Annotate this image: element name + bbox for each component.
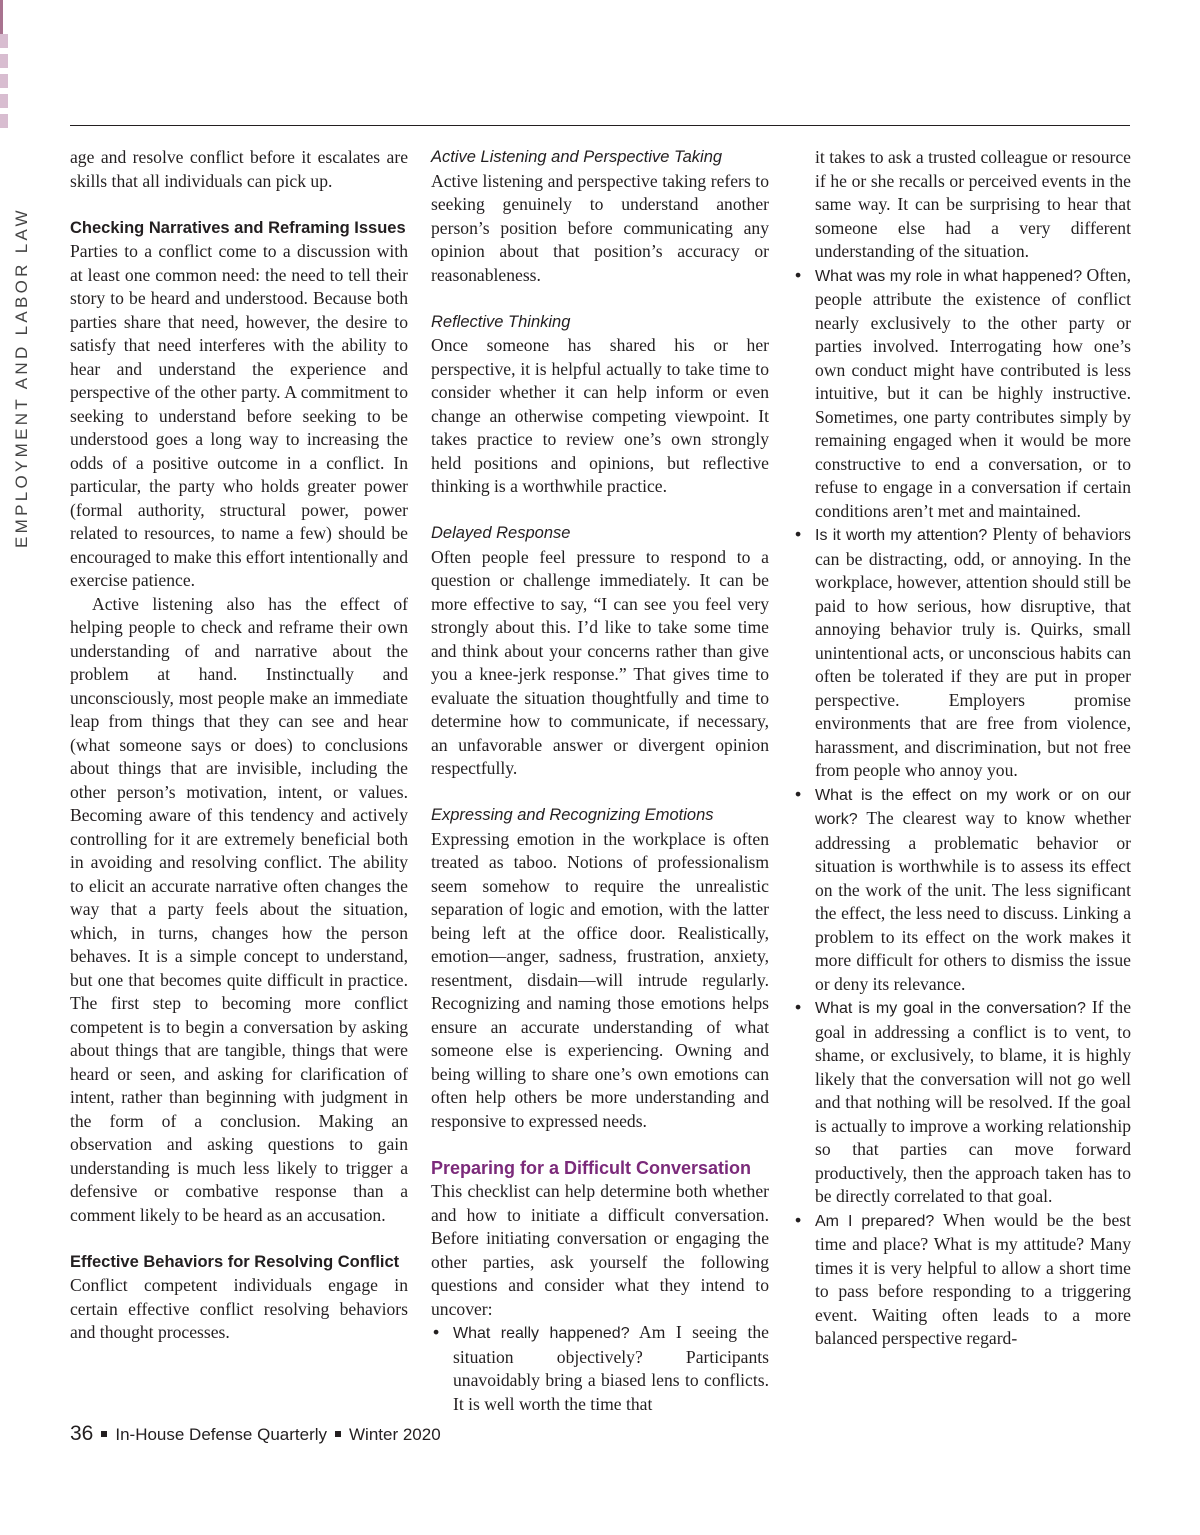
- column-2: [431, 146, 769, 1416]
- section-label: EMPLOYMENT AND LABOR LAW: [12, 207, 31, 548]
- paragraph: Once someone has shared his or her perspective, it is helpful actually to take time to consider whether it can help inform or even change an otherwise competing viewpoint. It takes practice to review one’s own strongly held positions and opinions, but reflective thinking is a worthwhile practice.: [431, 335, 769, 496]
- subheading-expressing-emotions: Expressing and Recognizing Emotions: [431, 806, 714, 824]
- side-bar-segment: [0, 74, 8, 88]
- side-bar-segment: [0, 114, 8, 128]
- subheading-delayed-response: Delayed Response: [431, 524, 571, 542]
- checklist-item: [793, 523, 1131, 783]
- issue-label: Winter 2020: [349, 1425, 441, 1444]
- paragraph: Active listening and perspective taking refers to seeking genuinely to understand another person’s position before communicating any opinion about that position’s accuracy or reasonableness.: [431, 170, 769, 285]
- page-number: 36: [70, 1422, 94, 1445]
- header-rule: [70, 125, 1130, 126]
- side-bar-segment: [0, 54, 8, 68]
- paragraph: Expressing emotion in the workplace is often treated as taboo. Notions of professionalism seem somehow to require the unrealistic separation of logic and emotion, with the latter being left at the office door. Realistically, emotion—anger, sadness, frustration, anxiety, resentment, disdain—will intrude regularly. Recognizing and naming those emotions helps ensure an accurate understanding of what someone else is experiencing. Owning and being willing to share one’s own emotions can often help others be more understanding and responsive to expressed needs.: [431, 828, 769, 1131]
- column-1: [70, 146, 408, 1345]
- decorative-side-bar: [0, 0, 8, 138]
- checklist-question: What is my goal in the conversation?: [815, 1000, 1086, 1017]
- checklist-item: [793, 996, 1131, 1209]
- subheading-reflective-thinking: Reflective Thinking: [431, 312, 571, 331]
- paragraph: Parties to a conflict come to a discussion with at least one common need: the need to tell their story to be heard and understood. Because both parties share that need, however, the desire to satisfy that need interferes with the ability to hear and understand the experience and perspective of the other party. A commitment to seeking to understand before seeking to be understood goes a long way to increasing the odds of a positive outcome in a conflict. In particular, the party who holds greater power (formal authority, structural power, power related to resources, to name a few) should be encouraged to make this effort intentionally and exercise patience.: [70, 241, 408, 590]
- checklist-text: Often, people attribute the existence of conflict nearly exclusively to the other party or parties involved. Interrogating how one’s own conduct might have contributed is less intuitive, but it can be highly instructive. Sometimes, one party contributes simply by remaining engaged when it would be more constructive to end a conversation, or to refuse to engage in a conversation if certain conditions aren’t met and maintained.: [815, 264, 1131, 521]
- heading-effective-behaviors: Effective Behaviors for Resolving Conflict: [70, 1252, 400, 1271]
- column-3: [793, 146, 1131, 1351]
- checklist-text: Am I seeing the situation objectively? Participants unavoidably bring a biased lens to conflicts. It is well worth the time that: [453, 1322, 769, 1414]
- heading-preparing-conversation: Preparing for a Difficult Conversation: [431, 1157, 752, 1178]
- page-footer: [70, 1422, 441, 1446]
- checklist-text: Plenty of behaviors can be distracting, odd, or annoying. In the workplace, however, attention should still be paid to how serious, how disruptive, that annoying behavior truly is. Quirks, small unintentional acts, or unconscious habits can often be tolerated if they are put in proper perspective. Employers promise environments that are free from violence, harassment, and discrimination, but not free from people who annoy you.: [815, 524, 1132, 780]
- publication-name: In-House Defense Quarterly: [115, 1425, 328, 1444]
- heading-checking-narratives: Checking Narratives and Reframing Issues: [70, 218, 406, 237]
- paragraph: Active listening also has the effect of helping people to check and reframe their own understanding of and narrative about the problem at hand. Instinctually and unconsciously, most people make an immediate leap from things that they can see and hear (what someone says or does) to conclusions about things that are invisible, including the other person’s motivation, intent, or values. Becoming aware of this tendency and actively controlling for it are extremely beneficial both in avoiding and resolving conflict. The ability to elicit an accurate narrative often changes the way that a party feels about the situation, which, in turns, changes how the person behaves. It is a simple concept to understand, but one that becomes quite difficult in practice. The first step to becoming more conflict competent is to begin a conversation by asking about things that are tangible, things that were heard or seen, and asking for clarification of intent, rather than beginning with judgment in the form of a conclusion. Making an observation and asking questions to gain understanding is much less likely to trigger a defensive or combative response than a comment likely to be heard as an accusation.: [70, 593, 408, 1225]
- paragraph: Conflict competent individuals engage in certain effective conflict resolving behaviors and thought processes.: [70, 1275, 408, 1342]
- checklist-item: [793, 1209, 1131, 1351]
- checklist-item: [793, 783, 1131, 997]
- checklist-item: [793, 264, 1131, 524]
- checklist-continuation: it takes to ask a trusted colleague or resource if he or she recalls or perceived events in the same way. It can be surprising to hear that someone else had a very different understanding of the situation.: [815, 147, 1131, 261]
- checklist-question: What was my role in what happened?: [815, 267, 1083, 285]
- paragraph: This checklist can help determine both whether and how to initiate a difficult conversation. Before initiating conversation or engaging the other parties, ask yourself the following questions and consider what they intend to uncover:: [431, 1181, 769, 1319]
- checklist-question: Am I prepared?: [815, 1212, 935, 1230]
- footer-separator-square: [101, 1431, 107, 1437]
- checklist-question: What really happened?: [453, 1325, 630, 1342]
- paragraph: age and resolve conflict before it escalates are skills that all individuals can pick up.: [70, 147, 408, 191]
- checklist-item: [431, 1321, 769, 1416]
- checklist-text: When would be the best time and place? What is my attitude? Many times it is very helpful to allow a short time to pass before responding to a triggering event. Waiting often leads to a more balanced perspective regard-: [815, 1209, 1131, 1348]
- side-bar-segment: [0, 94, 8, 108]
- paragraph: Often people feel pressure to respond to a question or challenge immediately. It can be more effective to say, “I can see you feel very strongly about this. I’d like to take some time and think about your concerns rather than give you a knee-jerk response.” That gives time to evaluate the situation thoughtfully and time to determine how to communicate, if necessary, an unfavorable answer or divergent opinion respectfully.: [431, 546, 769, 778]
- footer-separator-square: [335, 1431, 341, 1437]
- checklist-question: What is the effect on my work or on our work?: [815, 786, 1131, 828]
- checklist-question: Is it worth my attention?: [815, 527, 988, 544]
- side-bar-segment: [0, 34, 8, 48]
- checklist-text: The clearest way to know whether addressing a problematic behavior or situation is worthwhile is to assess its effect on the work of the unit. The less significant the effect, the less need to discuss. Linking a problem to its effect on the work makes it more difficult for others to dismiss the issue or deny its relevance.: [815, 808, 1131, 994]
- subheading-active-listening: Active Listening and Perspective Taking: [431, 148, 723, 166]
- checklist-text: If the goal in addressing a conflict is to vent, to shame, or exclusively, to blame, it is highly likely that the conversation will not go well and that nothing will be resolved. If the goal is actually to improve a working relationship so that parties can move forward productively, then the approach taken has to be directly correlated to that goal.: [815, 997, 1131, 1206]
